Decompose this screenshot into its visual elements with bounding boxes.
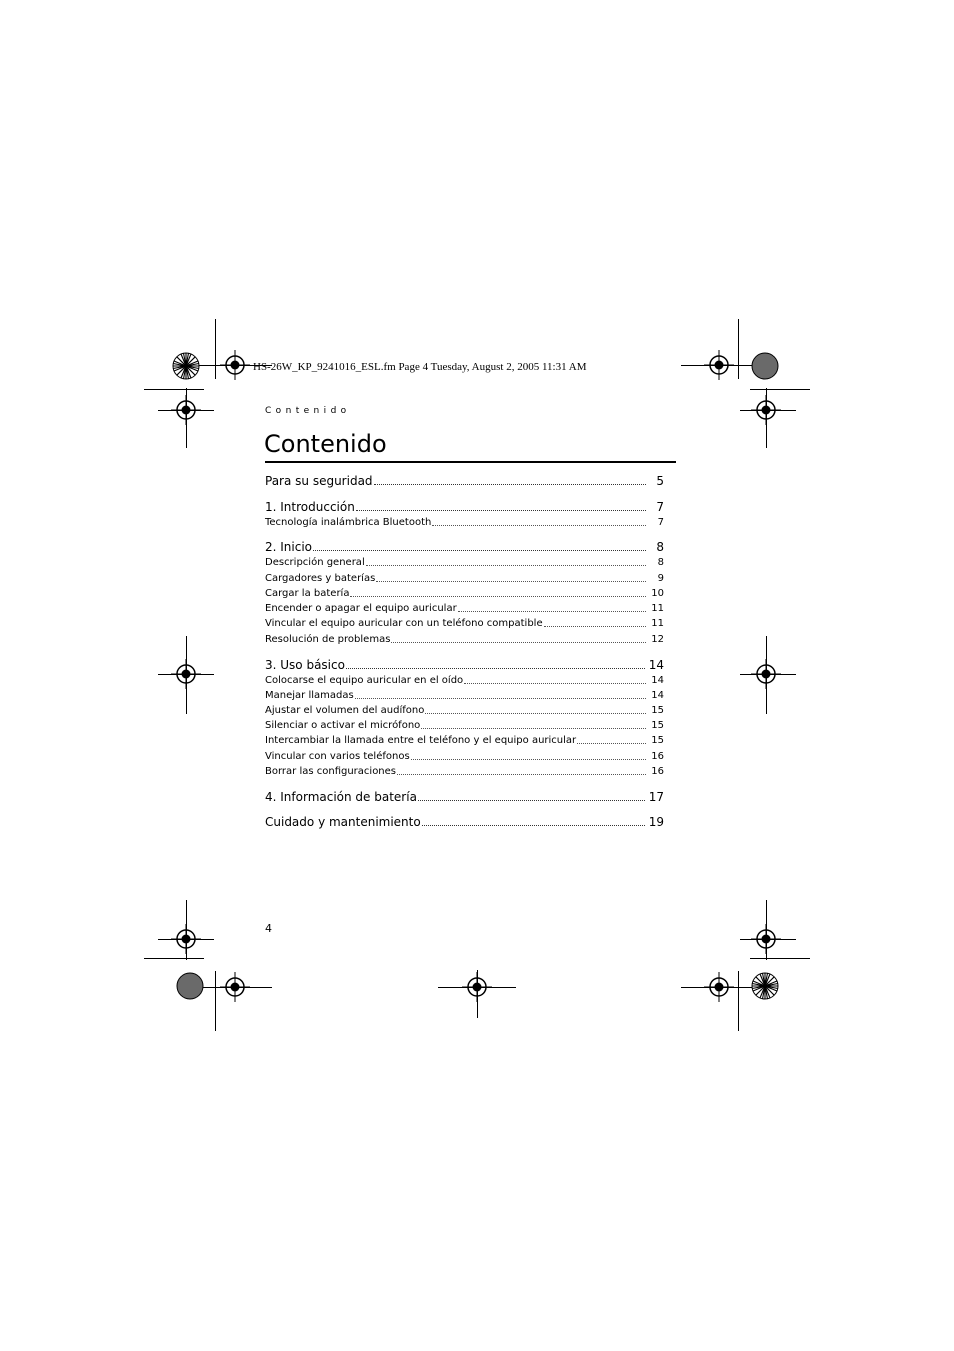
toc-entry xyxy=(265,815,664,829)
toc-entry xyxy=(265,588,664,599)
toc-entry-page: 7 xyxy=(656,500,664,514)
toc-entry xyxy=(265,517,664,528)
toc-leader-dots xyxy=(418,800,645,801)
toc-leader-dots xyxy=(432,525,646,526)
toc-entry xyxy=(265,557,664,568)
toc-entry-label: Tecnología inalámbrica Bluetooth xyxy=(265,517,432,528)
registration-mark-icon xyxy=(220,350,250,380)
star-target-icon xyxy=(172,352,200,380)
registration-mark-icon xyxy=(171,659,201,689)
toc-leader-dots xyxy=(425,713,646,714)
toc-leader-dots xyxy=(376,581,646,582)
toc-entry-page: 11 xyxy=(651,618,664,629)
toc-entry-page: 15 xyxy=(651,735,664,746)
toc-leader-dots xyxy=(411,759,646,760)
toc-leader-dots xyxy=(374,484,646,485)
toc-leader-dots xyxy=(350,596,646,597)
toc-entry xyxy=(265,705,664,716)
toc-leader-dots xyxy=(544,626,646,627)
toc-entry xyxy=(265,658,664,672)
toc-entry-page: 9 xyxy=(657,573,664,584)
registration-mark-icon xyxy=(704,350,734,380)
toc-entry xyxy=(265,690,664,701)
crop-mark xyxy=(738,971,739,1031)
toc-entry-page: 8 xyxy=(656,540,664,554)
crop-mark xyxy=(144,389,204,390)
toc-leader-dots xyxy=(464,683,646,684)
crop-mark xyxy=(215,971,216,1031)
toc-entry-page: 7 xyxy=(657,517,664,528)
toc-entry-label: Cuidado y mantenimiento xyxy=(265,815,421,829)
registration-mark-icon xyxy=(171,924,201,954)
toc-entry-page: 11 xyxy=(651,603,664,614)
toc-entry xyxy=(265,500,664,514)
toc-entry xyxy=(265,766,664,777)
gray-disc-icon xyxy=(751,352,779,380)
toc-entry-label: Cargadores y baterías xyxy=(265,573,376,584)
crop-mark xyxy=(215,319,216,379)
toc-entry-label: 1. Introducción xyxy=(265,500,355,514)
toc-entry xyxy=(265,790,664,804)
toc-entry-label: Resolución de problemas xyxy=(265,634,391,645)
registration-mark-icon xyxy=(220,972,250,1002)
toc-entry xyxy=(265,675,664,686)
toc-leader-dots xyxy=(422,825,645,826)
toc-entry-page: 14 xyxy=(651,675,664,686)
gray-disc-icon xyxy=(176,972,204,1000)
registration-mark-icon xyxy=(462,972,492,1002)
toc-entry-label: Cargar la batería xyxy=(265,588,350,599)
toc-entry xyxy=(265,540,664,554)
title-rule xyxy=(265,461,676,463)
star-target-icon xyxy=(751,972,779,1000)
toc-entry-label: Vincular el equipo auricular con un teléfono compatible xyxy=(265,618,543,629)
toc-entry-label: Ajustar el volumen del audífono xyxy=(265,705,425,716)
toc-entry-page: 16 xyxy=(651,751,664,762)
toc-entry xyxy=(265,603,664,614)
toc-entry-page: 12 xyxy=(651,634,664,645)
toc-entry-label: Silenciar o activar el micrófono xyxy=(265,720,421,731)
toc-entry-label: Vincular con varios teléfonos xyxy=(265,751,410,762)
toc-entry-page: 8 xyxy=(657,557,664,568)
toc-entry xyxy=(265,474,664,488)
toc-entry xyxy=(265,634,664,645)
toc-leader-dots xyxy=(397,774,646,775)
toc-entry xyxy=(265,751,664,762)
registration-mark-icon xyxy=(751,395,781,425)
registration-mark-icon xyxy=(171,395,201,425)
toc-entry-page: 15 xyxy=(651,705,664,716)
file-slug: HS-26W_KP_9241016_ESL.fm Page 4 Tuesday, August 2, 2005 11:31 AM xyxy=(253,361,587,373)
toc-entry-label: Borrar las configuraciones xyxy=(265,766,397,777)
toc-entry-page: 14 xyxy=(651,690,664,701)
toc-entry-label: Encender o apagar el equipo auricular xyxy=(265,603,457,614)
page-title: Contenido xyxy=(264,430,387,458)
toc-entry-label: Intercambiar la llamada entre el teléfono y el equipo auricular xyxy=(265,735,577,746)
registration-mark-icon xyxy=(751,659,781,689)
crop-mark xyxy=(750,389,810,390)
page-number: 4 xyxy=(265,922,272,935)
toc-entry xyxy=(265,720,664,731)
crop-mark xyxy=(144,958,204,959)
toc-entry-label: Manejar llamadas xyxy=(265,690,354,701)
toc-leader-dots xyxy=(313,550,646,551)
toc-entry-label: 3. Uso básico xyxy=(265,658,345,672)
toc-entry xyxy=(265,618,664,629)
toc-leader-dots xyxy=(346,668,645,669)
toc-entry xyxy=(265,735,664,746)
toc-leader-dots xyxy=(356,510,646,511)
toc-leader-dots xyxy=(391,642,646,643)
toc-entry-label: Colocarse el equipo auricular en el oído xyxy=(265,675,464,686)
toc-entry-page: 17 xyxy=(648,790,664,804)
toc-entry-page: 10 xyxy=(651,588,664,599)
toc-entry-page: 15 xyxy=(651,720,664,731)
toc-entry-page: 16 xyxy=(651,766,664,777)
registration-mark-icon xyxy=(751,924,781,954)
toc-leader-dots xyxy=(458,611,646,612)
toc-entry-label: 2. Inicio xyxy=(265,540,313,554)
crop-mark xyxy=(750,958,810,959)
running-head: Contenido xyxy=(265,406,351,416)
toc-entry xyxy=(265,573,664,584)
toc-entry-page: 14 xyxy=(648,658,664,672)
toc-entry-label: Para su seguridad xyxy=(265,474,373,488)
toc-entry-page: 19 xyxy=(648,815,664,829)
crop-mark xyxy=(738,319,739,379)
toc-entry-label: Descripción general xyxy=(265,557,365,568)
toc-leader-dots xyxy=(577,743,646,744)
toc-leader-dots xyxy=(366,565,646,566)
registration-mark-icon xyxy=(704,972,734,1002)
toc-leader-dots xyxy=(355,698,646,699)
toc-entry-label: 4. Información de batería xyxy=(265,790,417,804)
toc-leader-dots xyxy=(421,728,646,729)
toc-entry-page: 5 xyxy=(656,474,664,488)
